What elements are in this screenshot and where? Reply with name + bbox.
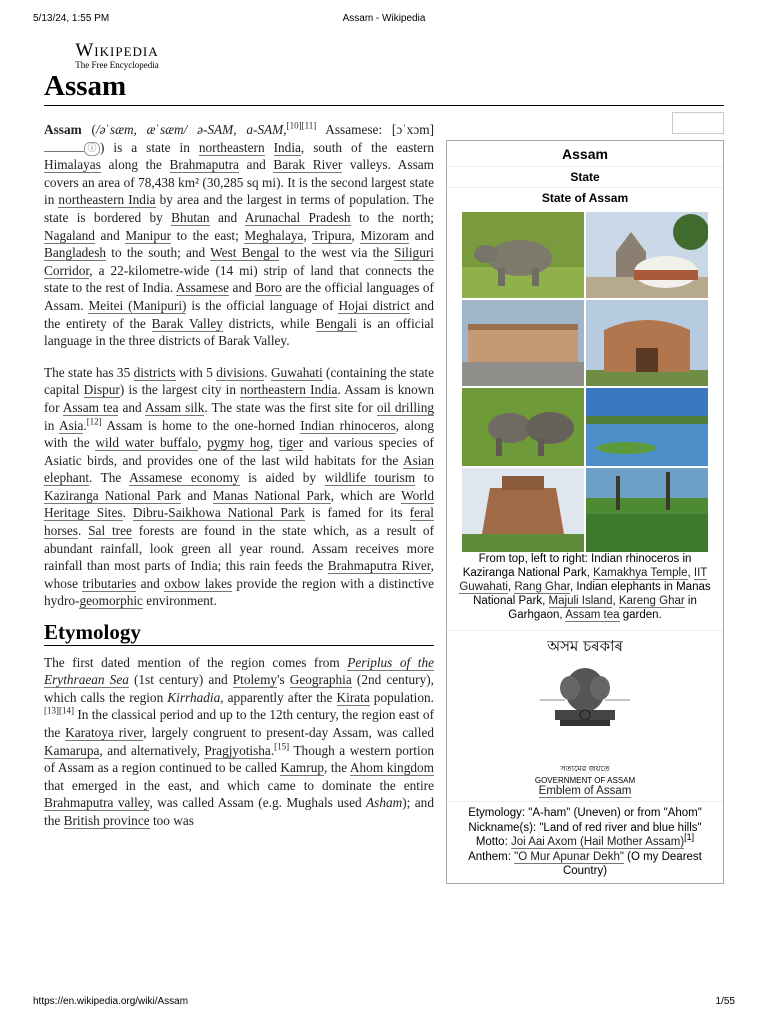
inline-text: ,	[507, 581, 515, 593]
inline-text	[187, 122, 197, 137]
inline-link[interactable]: British province	[63, 812, 150, 828]
inline-text: population.	[369, 689, 435, 705]
inline-text: in	[44, 417, 59, 433]
reference[interactable]: [12]	[86, 416, 102, 427]
audio-player-blank[interactable]	[44, 151, 84, 152]
inline-text: and	[238, 157, 274, 173]
inline-link[interactable]: Majuli Island	[548, 595, 613, 607]
inline-link[interactable]: Barak River	[273, 157, 343, 173]
elephants-photo[interactable]	[462, 388, 584, 466]
inline-link[interactable]: Bhutan	[171, 209, 210, 225]
inline-text: , and alternatively,	[99, 742, 205, 758]
inline-link[interactable]: Nagaland	[44, 227, 95, 243]
infobox-subtitle-name: State of Assam	[447, 187, 723, 208]
inline-text: environment.	[142, 593, 217, 609]
inline-text: , apparently after the	[220, 689, 337, 705]
inline-text	[265, 140, 274, 155]
inline-text: ə-SAM, a-SAM	[197, 122, 284, 137]
reference[interactable]: [10][11]	[286, 120, 317, 131]
infobox-etymology: Etymology: "A-ham" (Uneven) or from "Ahom"	[468, 807, 702, 819]
infobox-image-caption	[447, 552, 723, 622]
inline-link[interactable]: Kaziranga National Park	[44, 487, 182, 503]
inline-text: to the west via the	[279, 245, 395, 261]
lion-capital-emblem-icon	[540, 660, 630, 760]
inline-text: Assam	[44, 122, 82, 137]
inline-text: 's	[277, 672, 290, 688]
inline-text: ,	[687, 567, 694, 579]
inline-link[interactable]: Kamakhya Temple	[593, 567, 688, 579]
logo-wordmark: Wikipedia	[75, 40, 159, 61]
infobox-montage[interactable]	[447, 212, 723, 552]
inline-text: provide the region with a distinctive hydro-	[44, 575, 434, 609]
inline-text: and	[229, 280, 256, 296]
inline-text: is an official language in the three districts of Barak Valley.	[44, 315, 434, 349]
inline-link[interactable]: West Bengal	[210, 245, 280, 261]
inline-link[interactable]: India	[273, 139, 301, 155]
emblem-government-text: GOVERNMENT OF ASSAM	[534, 776, 636, 785]
inline-text: is aided by	[239, 470, 325, 486]
inline-link[interactable]: Assam tea	[62, 399, 119, 415]
inline-link[interactable]: divisions	[216, 364, 265, 380]
emblem-label[interactable]: Emblem of Assam	[538, 785, 632, 797]
inline-text: along the	[100, 157, 170, 173]
inline-link[interactable]: Assam silk	[144, 399, 205, 415]
lead-paragraph-1	[44, 121, 434, 350]
inline-text: ,	[612, 595, 619, 607]
tea-garden-photo[interactable]	[586, 468, 708, 552]
inline-link[interactable]: Meitei (Manipuri)	[88, 297, 187, 313]
inline-text: too was	[149, 812, 194, 828]
inline-text: (	[81, 122, 96, 137]
inline-text: .	[83, 417, 87, 433]
motto-reference[interactable]: [1]	[684, 832, 695, 843]
inline-link[interactable]: Assam tea	[565, 609, 620, 621]
inline-link[interactable]: Sal tree	[88, 523, 132, 539]
inline-link[interactable]: Asia	[58, 417, 84, 433]
inline-text: , along with the	[44, 417, 435, 451]
inline-link[interactable]: Guwahati	[270, 364, 323, 380]
infobox-details	[447, 801, 723, 879]
inline-link[interactable]: wildlife tourism	[324, 470, 416, 486]
inline-text: , the	[324, 760, 350, 776]
search-box[interactable]	[672, 112, 724, 134]
inline-text: Assamese: [ɔˈxɔm]	[316, 122, 434, 137]
inline-link[interactable]: tributaries	[82, 575, 137, 591]
inline-text: and the entirety of the	[44, 297, 434, 331]
inline-text: .	[270, 742, 275, 758]
inline-text: /əˈsæm, æˈsæm/	[95, 122, 188, 137]
inline-text: with 5	[175, 364, 217, 380]
page-title: Assam	[44, 70, 127, 102]
majuli-island-photo[interactable]	[586, 388, 708, 466]
inline-text: to	[415, 470, 434, 486]
inline-link[interactable]: Mizoram	[360, 227, 410, 243]
inline-text: Though a western portion of Assam as a region continued to be called	[44, 742, 434, 776]
inline-link[interactable]: tiger	[278, 435, 304, 451]
inline-text: ,	[351, 227, 361, 243]
etymology-heading: Etymology	[44, 624, 434, 646]
inline-link[interactable]: Himalayas	[44, 157, 101, 173]
inline-text: and	[118, 399, 145, 415]
inline-text: ) is a state in	[100, 139, 199, 155]
inline-text: Assam is home to the one-horned	[101, 417, 301, 433]
inline-text: Kirrhadia	[167, 689, 221, 705]
inline-link[interactable]: Asian elephant	[44, 452, 434, 486]
inline-text: in Garhgaon,	[508, 595, 697, 621]
inline-link[interactable]: Geographia	[289, 672, 352, 688]
inline-text: .	[122, 505, 133, 521]
inline-text: ,	[303, 227, 313, 243]
inline-link[interactable]: Tripura	[312, 227, 352, 243]
inline-link[interactable]: Kirata	[336, 689, 370, 705]
inline-link[interactable]: Ahom kingdom	[349, 760, 434, 776]
print-url[interactable]: https://en.wikipedia.org/wiki/Assam	[33, 996, 189, 1007]
infobox-nicknames: Nickname(s): "Land of red river and blue hills"	[468, 821, 702, 834]
inline-link[interactable]: Kamarupa	[44, 742, 100, 758]
inline-link[interactable]: Manas National Park	[212, 487, 331, 503]
infobox-motto: Motto: Joi Aai Axom (Hail Mother Assam)[1]	[475, 832, 695, 848]
inline-link[interactable]: Assamese economy	[129, 470, 240, 486]
inline-link[interactable]: northeastern India	[240, 382, 338, 398]
inline-text: .	[264, 364, 271, 380]
inline-link[interactable]: Arunachal Pradesh	[244, 209, 351, 225]
inline-text: , whose	[44, 558, 434, 591]
inline-text: ); and the	[44, 795, 434, 828]
kareng-ghar-photo[interactable]	[462, 468, 584, 552]
inline-text: ,	[269, 435, 279, 451]
inline-link[interactable]: Brahmaputra River	[327, 558, 431, 574]
inline-text: (1st century) and	[128, 672, 233, 688]
inline-link[interactable]: Manipur	[125, 227, 172, 243]
inline-text: and	[209, 209, 245, 225]
iit-guwahati-photo[interactable]	[462, 300, 584, 386]
inline-link[interactable]: districts	[133, 364, 176, 380]
print-header	[33, 13, 735, 29]
inline-text: and	[94, 227, 126, 243]
print-page-title: Assam - Wikipedia	[342, 13, 426, 24]
print-page-number: 1/55	[715, 996, 735, 1007]
inline-text: , was called Assam (e.g. Mughals used	[149, 795, 367, 811]
inline-link[interactable]: World Heritage Sites	[44, 487, 434, 521]
inline-link[interactable]: Dispur	[83, 382, 120, 398]
inline-text: The state has 35	[44, 364, 134, 380]
print-datetime: 5/13/24, 1:55 PM	[33, 13, 110, 24]
inline-text: , which are	[330, 487, 402, 503]
inline-link[interactable]: Periplus of the Erythraean Sea	[44, 654, 434, 688]
inline-link[interactable]: northeastern	[198, 139, 265, 155]
inline-text: , south of the eastern	[300, 139, 434, 155]
etymology-paragraph-1	[44, 654, 434, 830]
inline-text: are the official languages of Assam.	[44, 280, 434, 313]
inline-link[interactable]: northeastern India	[58, 192, 156, 208]
print-footer	[33, 996, 735, 1010]
inline-text: , Indian elephants in Manas National Park,	[473, 581, 711, 607]
inline-text: forests are found in the state which, as a result of abundant rainfall, look green all year round. Assam receives more rainfall than most parts of India; this rain feeds the	[44, 523, 435, 574]
inline-text: to the east;	[171, 227, 245, 243]
inline-text: (containing the state capital	[44, 364, 434, 398]
emblem-script-text: অসম চৰকাৰ	[547, 637, 623, 655]
title-divider	[44, 105, 724, 106]
motto-link[interactable]: Joi Aai Axom (Hail Mother Assam)	[510, 836, 685, 848]
article-body	[44, 121, 434, 844]
inline-text: districts, while	[222, 315, 316, 331]
inline-link[interactable]: Kareng Ghar	[618, 595, 685, 607]
inline-text: ,	[283, 122, 287, 137]
inline-link[interactable]: oxbow lakes	[164, 575, 233, 591]
inline-text: The first dated mention of the region comes from	[44, 654, 348, 670]
infobox-title: Assam	[562, 146, 608, 162]
inline-text: by area and the largest in terms of population. The state is bordered by	[44, 192, 434, 225]
inline-text: and	[181, 487, 213, 503]
inline-text: and various species of Asiatic birds, and provides one of the last wild habitats for the	[44, 435, 434, 468]
inline-link[interactable]: pygmy hog	[207, 435, 270, 451]
reference[interactable]: [15]	[274, 741, 290, 752]
inline-text: (2nd century), which calls the region	[44, 672, 434, 705]
inline-link[interactable]: Bangladesh	[44, 245, 107, 261]
inline-link[interactable]: Kamrup	[280, 760, 324, 776]
inline-text: From top, left to right: Indian rhinoceros in Kaziranga National Park,	[462, 553, 692, 579]
inline-link[interactable]: Ptolemy	[232, 672, 278, 688]
inline-link[interactable]: Boro	[255, 280, 282, 296]
inline-link[interactable]: IIT Guwahati	[459, 567, 708, 593]
anthem-link[interactable]: "O Mur Apunar Dekh"	[514, 850, 624, 863]
inline-link[interactable]: Siliguri Corridor	[44, 245, 434, 278]
lead-paragraph-2	[44, 364, 434, 610]
inline-link[interactable]: Brahmaputra valley	[44, 795, 150, 811]
inline-link[interactable]: Indian rhinoceros	[300, 417, 396, 433]
inline-text: . Assam is known for	[44, 382, 434, 415]
inline-link[interactable]: Assamese	[175, 280, 230, 296]
inline-link[interactable]: Bengali	[315, 315, 357, 331]
inline-link[interactable]: Karatoya river	[65, 725, 144, 740]
inline-link[interactable]: Barak Valley	[151, 315, 223, 331]
inline-text: is famed for its	[304, 505, 410, 521]
infobox-subtitle-type[interactable]: State	[447, 166, 723, 187]
inline-text: garden.	[619, 609, 662, 621]
infobox-anthem: Anthem: "O Mur Apunar Dekh" (O my Dearest Country)	[468, 850, 702, 877]
infobox	[446, 140, 724, 884]
logo-tagline: The Free Encyclopedia	[75, 60, 159, 70]
kamakhya-temple-photo[interactable]	[586, 212, 708, 298]
inline-text: . The	[89, 470, 130, 486]
inline-link[interactable]: oil drilling	[376, 399, 434, 415]
inline-text: .	[77, 523, 89, 539]
inline-text: and	[136, 575, 165, 591]
inline-text: ,	[198, 435, 208, 451]
inline-link[interactable]: Dibru-Saikhowa National Park	[132, 505, 305, 521]
inline-text: and	[409, 227, 434, 243]
inline-link[interactable]: Brahmaputra	[169, 157, 239, 173]
inline-link[interactable]: Rang Ghar	[514, 581, 570, 593]
inline-text: to the south; and	[106, 245, 211, 261]
inline-link[interactable]: Meghalaya	[244, 227, 304, 243]
inline-text: In the classical period and up to the 12th century, the region east of the	[44, 707, 434, 740]
emblem-motto-text: সত্যমেৱ জয়তে	[560, 764, 610, 773]
inline-text: , largely congruent to present-day Assam, was called	[143, 725, 434, 740]
reference[interactable]: [13][14]	[44, 705, 74, 716]
rhinoceros-photo[interactable]	[462, 212, 584, 298]
inline-link[interactable]: Pragjyotisha	[204, 742, 271, 758]
inline-text: valleys. Assam covers an area of 78,438 km² (30,285 sq mi). It is the second largest state in	[44, 157, 434, 208]
audio-icon[interactable]: ⓘ	[84, 142, 100, 156]
inline-text: . The state was the first site for	[204, 399, 377, 415]
infobox-emblem[interactable]	[447, 630, 723, 797]
inline-text: is the official language of	[186, 297, 339, 313]
inline-link[interactable]: Hojai district	[338, 297, 410, 313]
rang-ghar-photo[interactable]	[586, 300, 708, 386]
inline-link[interactable]: wild water buffalo	[95, 435, 199, 451]
inline-text: that emerged in the east, and which came to dominate the entire	[44, 777, 434, 793]
inline-link[interactable]: feral horses	[44, 505, 434, 539]
inline-text: to the north;	[350, 209, 434, 225]
inline-link[interactable]: geomorphic	[79, 593, 143, 609]
inline-text: Asham	[366, 795, 403, 811]
inline-text: ) is the largest city in	[119, 382, 241, 398]
inline-text: , a 22-kilometre-wide (14 mi) strip of land that connects the state to the rest of India.	[44, 262, 434, 296]
wikipedia-logo[interactable]	[62, 40, 172, 70]
